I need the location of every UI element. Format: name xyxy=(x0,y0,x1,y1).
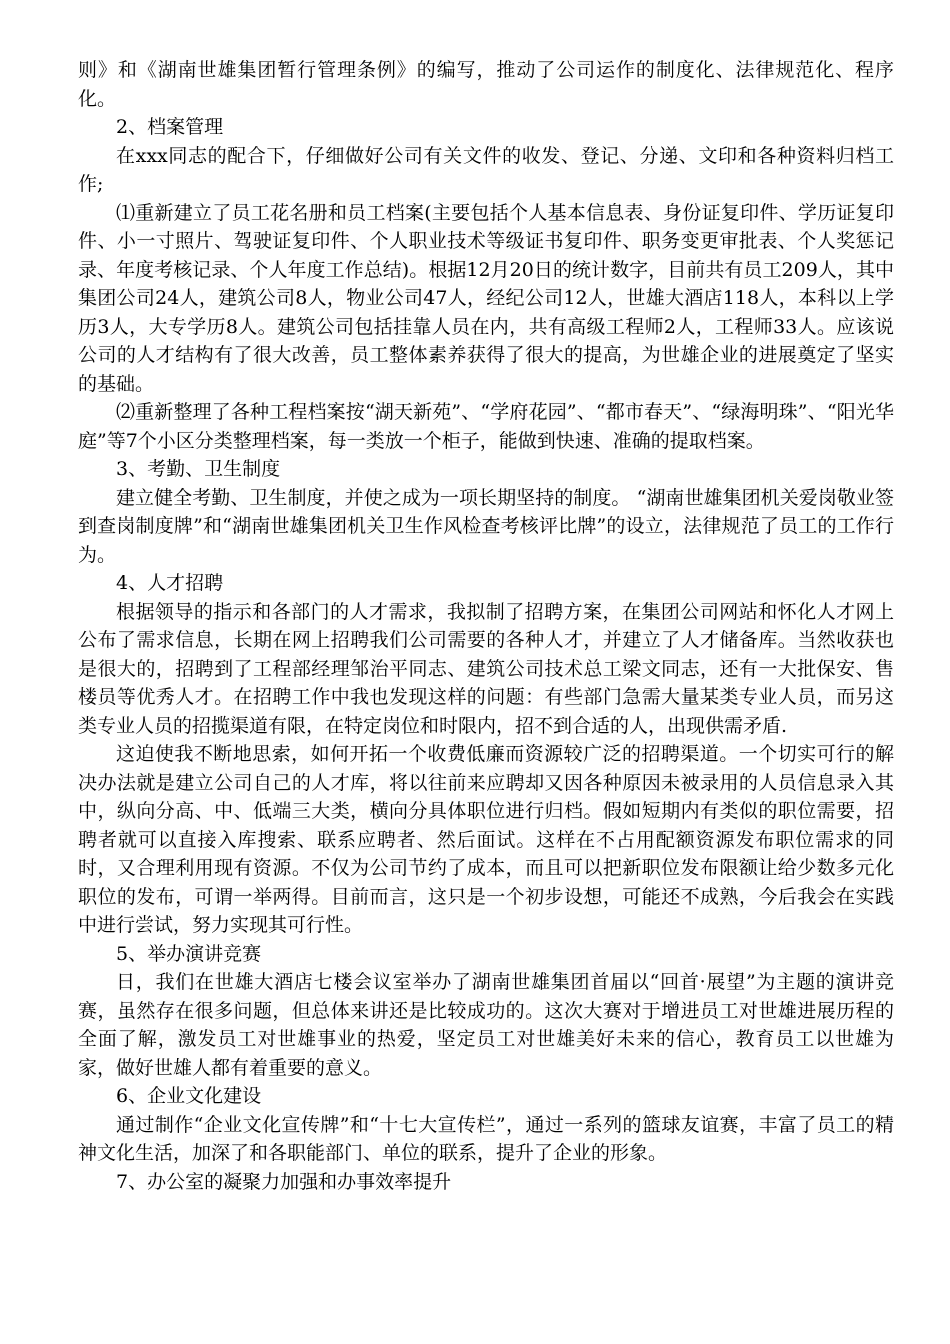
section-heading-attendance: 3、考勤、卫生制度 xyxy=(116,458,281,480)
section-heading-recruitment: 4、人才招聘 xyxy=(116,572,224,594)
document-page xyxy=(78,56,894,1196)
section-heading-speech-contest: 5、举办演讲竞赛 xyxy=(116,942,262,965)
paragraph-attendance: 建立健全考勤、卫生制度，并使之成为一项长期坚持的制度。 “湖南世雄集团机关爱岗敬业签到查岗制度牌”和“湖南世雄集团机关卫生作风检查考核评比牌”的设立，法律规范了员工的工作行为。 xyxy=(78,486,894,566)
section-heading-office-efficiency: 7、办公室的凝聚力加强和办事效率提升 xyxy=(116,1170,452,1193)
paragraph-staff-records: ⑴重新建立了员工花名册和员工档案(主要包括个人基本信息表、身份证复印件、学历证复印件、小一寸照片、驾驶证复印件、个人职业技术等级证书复印件、职务变更审批表、个人奖惩记录、年度考核记录、个人年度工作总结)。根据12月20日的统计数字，目前共有员工209人，其中集团公司24人，建筑公司8人，物业公司47人，经纪公司12人，世雄大酒店118人，本科以上学历3人，大专学历8人。建筑公司包括挂靠人员在内，共有高级工程师2人，工程师33人。应该说公司的人才结构有了很大改善，员工整体素养获得了很大的提高，为世雄企业的进展奠定了坚实的基础。 xyxy=(78,201,894,395)
paragraph-continuation: 则》和《湖南世雄集团暂行管理条例》的编写，推动了公司运作的制度化、法律规范化、程序化。 xyxy=(78,59,894,110)
paragraph-speech-contest: 日，我们在世雄大酒店七楼会议室举办了湖南世雄集团首届以“回首·展望”为主题的演讲竞赛，虽然存在很多问题，但总体来讲还是比较成功的。这次大赛对于增进员工对世雄进展历程的全面了解，激发员工对世雄事业的热爱，坚定员工对世雄美好未来的信心，教育员工以世雄为家，做好世雄人都有着重要的意义。 xyxy=(78,971,894,1079)
section-heading-archives: 2、档案管理 xyxy=(116,116,224,138)
section-heading-corporate-culture: 6、企业文化建设 xyxy=(116,1085,262,1107)
paragraph-project-archives: ⑵重新整理了各种工程档案按“湖天新苑”、“学府花园”、“都市春天”、“绿海明珠”、“阳光华庭”等7个小区分类整理档案，每一类放一个柜子，能做到快速、准确的提取档案。 xyxy=(78,401,894,452)
paragraph-archives-intro: 在xxx同志的配合下，仔细做好公司有关文件的收发、登记、分递、文印和各种资料归档工作; xyxy=(78,144,894,195)
paragraph-talent-pool: 这迫使我不断地思索，如何开拓一个收费低廉而资源较广泛的招聘渠道。一个切实可行的解决办法就是建立公司自己的人才库，将以往前来应聘却又因各种原因未被录用的人员信息录入其中，纵向分高、中、低端三大类，横向分具体职位进行归档。假如短期内有类似的职位需要，招聘者就可以直接入库搜索、联系应聘者、然后面试。这样在不占用配额资源发布职位需求的同时，又合理利用现有资源。不仅为公司节约了成本，而且可以把新职位发布限额让给少数多元化职位的发布，可谓一举两得。目前而言，这只是一个初步设想，可能还不成熟，今后我会在实践中进行尝试，努力实现其可行性。 xyxy=(78,743,894,936)
paragraph-corporate-culture: 通过制作“企业文化宣传牌”和“十七大宣传栏”，通过一系列的篮球友谊赛，丰富了员工的精神文化生活，加深了和各职能部门、单位的联系，提升了企业的形象。 xyxy=(78,1113,894,1164)
paragraph-recruitment: 根据领导的指示和各部门的人才需求，我拟制了招聘方案，在集团公司网站和怀化人才网上公布了需求信息，长期在网上招聘我们公司需要的各种人才，并建立了人才储备库。当然收获也是很大的，招聘到了工程部经理邹治平同志、建筑公司技术总工梁文同志，还有一大批保安、售楼员等优秀人才。在招聘工作中我也发现这样的问题：有些部门急需大量某类专业人员，而另这类专业人员的招揽渠道有限，在特定岗位和时限内，招不到合适的人，出现供需矛盾. xyxy=(78,600,894,737)
